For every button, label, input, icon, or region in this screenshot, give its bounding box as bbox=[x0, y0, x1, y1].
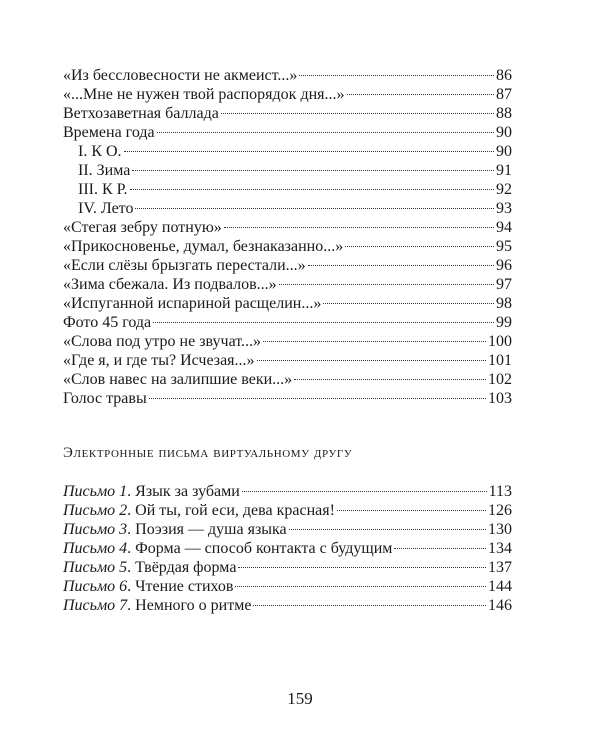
toc-entry-title-text: . Форма — способ контакта с будущим bbox=[127, 540, 393, 557]
toc-entry bbox=[63, 142, 512, 161]
toc-entry bbox=[63, 85, 512, 104]
dot-leader bbox=[257, 360, 486, 361]
toc-entry-page: 113 bbox=[488, 483, 512, 500]
toc-entry-prefix: Письмо 7 bbox=[63, 597, 128, 614]
toc-entry-title bbox=[63, 520, 287, 539]
toc-entry-title bbox=[63, 501, 335, 520]
toc-entry-page: 144 bbox=[488, 578, 512, 595]
toc-entry-page: 100 bbox=[488, 333, 512, 350]
toc-entry-title-text: . Чтение стихов bbox=[127, 578, 234, 595]
toc-entry-title: «Слов навес на залипшие веки...» bbox=[63, 371, 293, 388]
toc-entry bbox=[63, 389, 512, 408]
toc-entry-page: 96 bbox=[496, 257, 512, 274]
dot-leader bbox=[124, 151, 494, 152]
toc-entry-title-text: . Ой ты, гой еси, дева красная! bbox=[127, 502, 335, 519]
toc-entry-prefix: Письмо 6 bbox=[63, 578, 128, 595]
toc-entry bbox=[63, 161, 512, 180]
dot-leader bbox=[157, 132, 494, 133]
toc-entry bbox=[63, 520, 512, 539]
toc-entry bbox=[63, 482, 512, 501]
dot-leader bbox=[347, 94, 494, 95]
toc-main-list bbox=[63, 66, 512, 408]
toc-entry-title-text: . Твёрдая форма bbox=[127, 559, 237, 576]
toc-entry bbox=[63, 370, 512, 389]
toc-entry-page: 101 bbox=[488, 352, 512, 369]
toc-entry bbox=[63, 501, 512, 520]
dot-leader bbox=[279, 284, 494, 285]
toc-entry-title: «Зима сбежала. Из подвалов...» bbox=[63, 276, 277, 293]
dot-leader bbox=[289, 529, 486, 530]
dot-leader bbox=[394, 548, 486, 549]
toc-entry-prefix: Письмо 3 bbox=[63, 521, 128, 538]
toc-entry-title: I. К О. bbox=[78, 143, 122, 160]
toc-entry-page: 134 bbox=[488, 540, 512, 557]
toc-entry-title: «Где я, и где ты? Исчезая...» bbox=[63, 352, 255, 369]
toc-entry-title: III. К Р. bbox=[78, 181, 128, 198]
toc-entry bbox=[63, 256, 512, 275]
dot-leader bbox=[337, 510, 486, 511]
toc-entry-title: II. Зима bbox=[78, 162, 131, 179]
toc-entry-title bbox=[63, 482, 240, 501]
toc-entry bbox=[63, 237, 512, 256]
toc-entry-page: 92 bbox=[496, 181, 512, 198]
toc-entry bbox=[63, 104, 512, 123]
toc-entry-page: 86 bbox=[496, 67, 512, 84]
toc-entry-page: 103 bbox=[488, 390, 512, 407]
toc-entry-page: 99 bbox=[496, 314, 512, 331]
toc-entry-title: «Прикосновенье, думал, безнаказанно...» bbox=[63, 238, 344, 255]
toc-entry-page: 91 bbox=[496, 162, 512, 179]
toc-entry-title: Ветхозаветная баллада bbox=[63, 105, 219, 122]
toc-entry-title: Фото 45 года bbox=[63, 314, 152, 331]
toc-entry-page: 94 bbox=[496, 219, 512, 236]
toc-entry-title: «...Мне не нужен твой распорядок дня...» bbox=[63, 86, 345, 103]
toc-entry-title: Времена года bbox=[63, 124, 155, 141]
toc-entry-title bbox=[63, 558, 236, 577]
toc-entry-page: 130 bbox=[488, 521, 512, 538]
toc-entry-page: 87 bbox=[496, 86, 512, 103]
toc-entry-title: «Стегая зебру потную» bbox=[63, 219, 222, 236]
toc-entry bbox=[63, 332, 512, 351]
toc-entry-title: «Из бессловесности не акмеист...» bbox=[63, 67, 298, 84]
toc-entry-title: «Испуганной испариной расщелин...» bbox=[63, 295, 322, 312]
toc-entry-page: 95 bbox=[496, 238, 512, 255]
toc-entry-title: «Если слёзы брызгать перестали...» bbox=[63, 257, 306, 274]
toc-entry-page: 97 bbox=[496, 276, 512, 293]
dot-leader bbox=[299, 75, 494, 76]
toc-entry bbox=[63, 275, 512, 294]
toc-entry-prefix: Письмо 2 bbox=[63, 502, 128, 519]
toc-entry-prefix: Письмо 4 bbox=[63, 540, 128, 557]
toc-entry-title-text: . Немного о ритме bbox=[127, 597, 252, 614]
page-number: 159 bbox=[287, 689, 313, 708]
toc-entry bbox=[63, 351, 512, 370]
dot-leader bbox=[149, 398, 486, 399]
toc-entry-title-text: . Язык за зубами bbox=[127, 483, 240, 500]
dot-leader bbox=[221, 113, 494, 114]
dot-leader bbox=[132, 170, 494, 171]
dot-leader bbox=[253, 605, 486, 606]
toc-entry bbox=[63, 180, 512, 199]
toc-entry-title: «Слова под утро не звучат...» bbox=[63, 333, 262, 350]
toc-entry bbox=[63, 294, 512, 313]
dot-leader bbox=[135, 208, 494, 209]
toc-letters-list bbox=[63, 482, 512, 615]
toc-entry-page: 146 bbox=[488, 597, 512, 614]
toc-entry-page: 98 bbox=[496, 295, 512, 312]
dot-leader bbox=[263, 341, 486, 342]
toc-entry-page: 102 bbox=[488, 371, 512, 388]
toc-entry bbox=[63, 313, 512, 332]
toc-entry bbox=[63, 577, 512, 596]
toc-entry-title bbox=[63, 539, 392, 558]
dot-leader bbox=[153, 322, 494, 323]
toc-entry bbox=[63, 123, 512, 142]
toc-entry-page: 137 bbox=[488, 559, 512, 576]
dot-leader bbox=[323, 303, 494, 304]
toc-entry-title: IV. Лето bbox=[78, 200, 134, 217]
toc-entry-title-text: . Поэзия — душа языка bbox=[127, 521, 287, 538]
dot-leader bbox=[345, 246, 494, 247]
section-heading: Электронные письма виртуальному другу bbox=[63, 445, 353, 461]
toc-entry-prefix: Письмо 5 bbox=[63, 559, 128, 576]
dot-leader bbox=[242, 491, 487, 492]
toc-entry bbox=[63, 199, 512, 218]
toc-entry bbox=[63, 66, 512, 85]
dot-leader bbox=[235, 586, 486, 587]
toc-entry-page: 88 bbox=[496, 105, 512, 122]
toc-entry bbox=[63, 596, 512, 615]
toc-entry-title bbox=[63, 596, 251, 615]
toc-entry-title: Голос травы bbox=[63, 390, 147, 407]
dot-leader bbox=[130, 189, 494, 190]
toc-entry-page: 90 bbox=[496, 143, 512, 160]
toc-entry bbox=[63, 539, 512, 558]
toc-entry bbox=[63, 218, 512, 237]
dot-leader bbox=[238, 567, 486, 568]
dot-leader bbox=[294, 379, 486, 380]
toc-entry-title bbox=[63, 577, 233, 596]
toc-entry-page: 90 bbox=[496, 124, 512, 141]
toc-entry bbox=[63, 558, 512, 577]
toc-entry-prefix: Письмо 1 bbox=[63, 483, 128, 500]
dot-leader bbox=[308, 265, 494, 266]
toc-entry-page: 93 bbox=[496, 200, 512, 217]
dot-leader bbox=[224, 227, 494, 228]
toc-entry-page: 126 bbox=[488, 502, 512, 519]
